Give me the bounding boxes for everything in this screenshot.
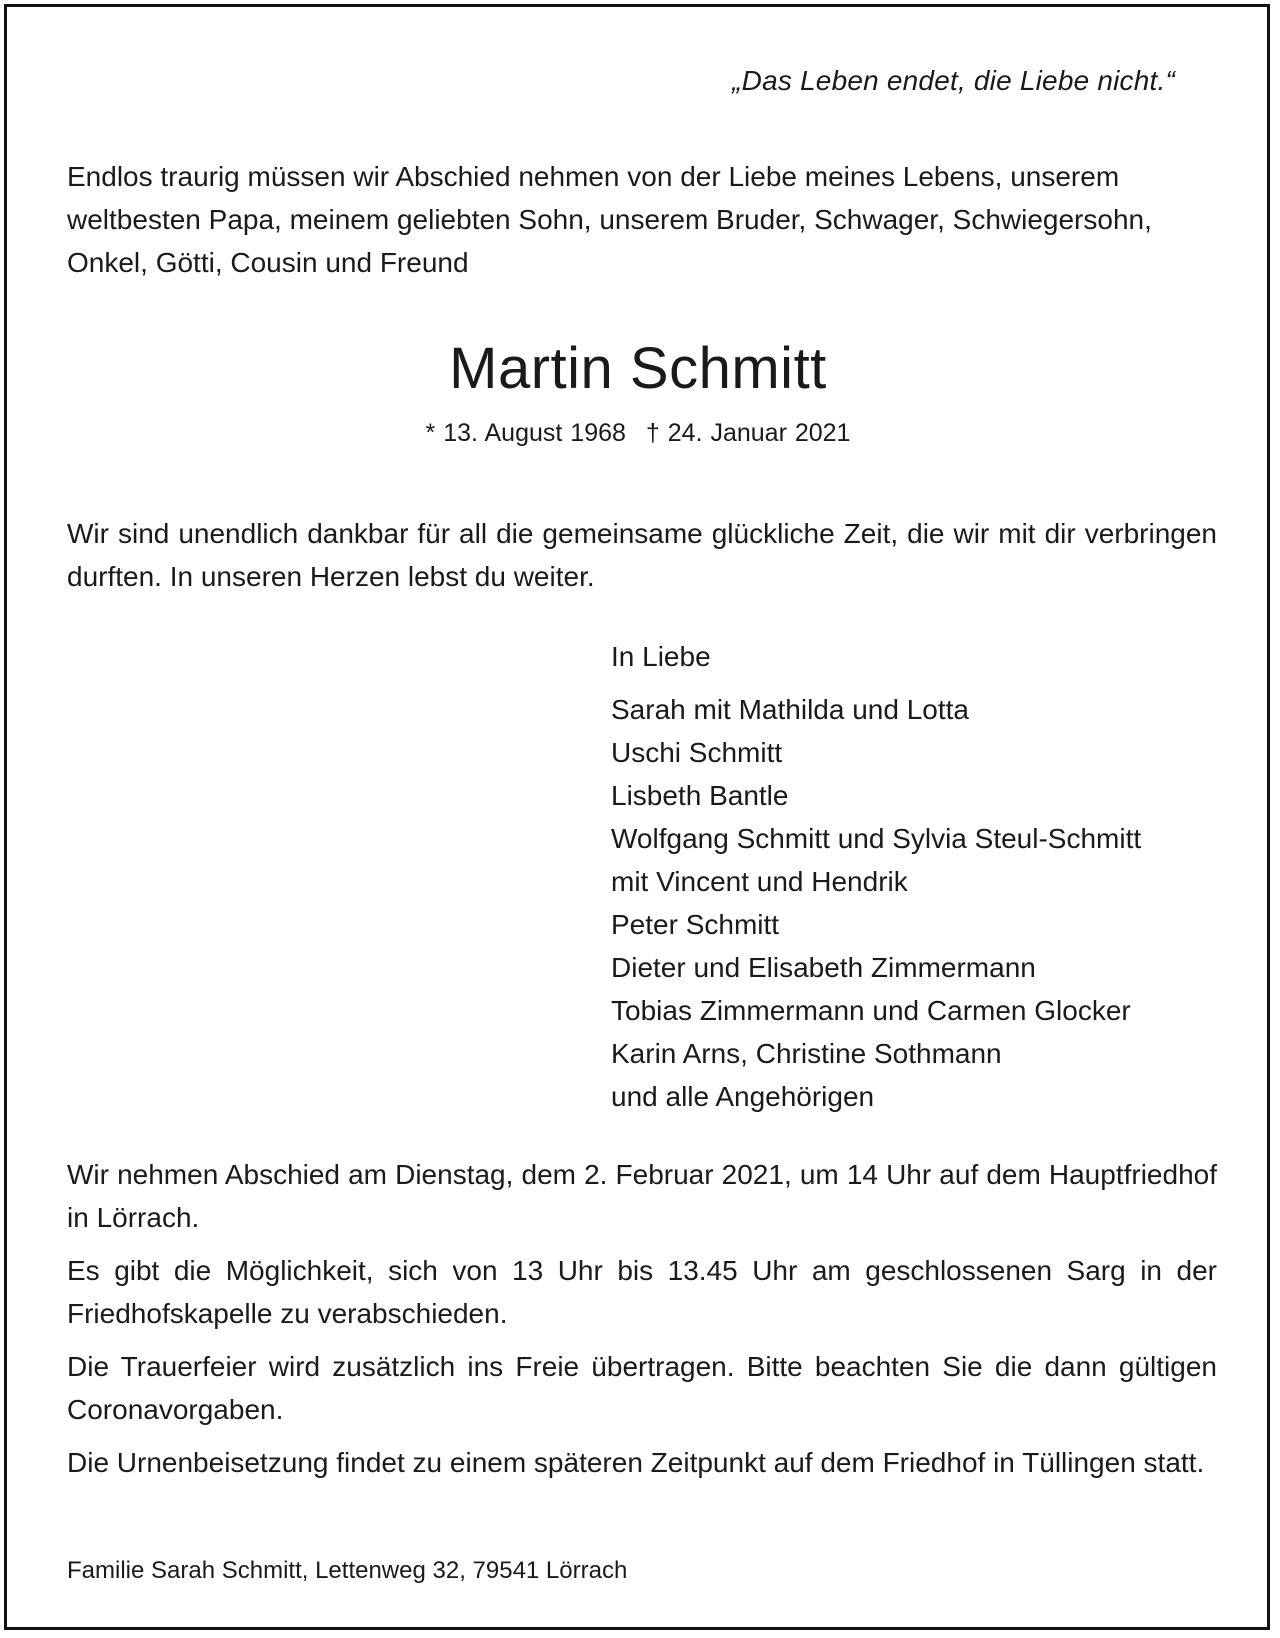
mourner-name: Uschi Schmitt <box>611 737 783 768</box>
mourner-name: Tobias Zimmermann und Carmen Glocker <box>611 995 1131 1026</box>
mourner-name: und alle Angehörigen <box>611 1081 875 1112</box>
gratitude-paragraph: Wir sind unendlich dankbar für all die gemeinsame glückliche Zeit, die wir mit dir verbringen durften. In unseren Herzen lebst du weiter. <box>67 518 1217 592</box>
motto-quote: „Das Leben endet, die Liebe nicht.“ <box>732 65 1175 96</box>
obituary-frame <box>4 4 1270 1630</box>
deceased-name: Martin Schmitt <box>449 336 827 401</box>
farewell-info: Wir nehmen Abschied am Dienstag, dem 2. Februar 2021, um 14 Uhr auf dem Hauptfriedhof in Lörrach. <box>67 1159 1217 1233</box>
birth-date: * 13. August 1968 <box>425 419 626 447</box>
intro-paragraph: Endlos traurig müssen wir Abschied nehmen von der Liebe meines Lebens, unserem weltbesten Papa, meinem geliebten Sohn, unserem Bruder, Schwager, Schwiegersohn, Onkel, Götti, Cousin und Freund <box>67 161 1152 278</box>
mourner-name: Peter Schmitt <box>611 909 780 940</box>
mourner-name: Sarah mit Mathilda und Lotta <box>611 694 969 725</box>
mourner-name: mit Vincent und Hendrik <box>611 866 908 897</box>
mourner-name: Karin Arns, Christine Sothmann <box>611 1038 1002 1069</box>
urn-burial-info: Die Urnenbeisetzung findet zu einem späteren Zeitpunkt auf dem Friedhof in Tüllingen statt. <box>67 1447 1205 1478</box>
ceremony-info: Die Trauerfeier wird zusätzlich ins Freie übertragen. Bitte beachten Sie die dann gültigen Coronavorgaben. <box>67 1351 1217 1425</box>
viewing-info: Es gibt die Möglichkeit, sich von 13 Uhr bis 13.45 Uhr am geschlossenen Sarg in der Friedhofskapelle zu verabschieden. <box>67 1255 1217 1329</box>
mourners-signature <box>611 635 1141 1118</box>
family-address: Familie Sarah Schmitt, Lettenweg 32, 79541 Lörrach <box>67 1557 628 1584</box>
funeral-details <box>67 1153 1217 1494</box>
mourner-name: Wolfgang Schmitt und Sylvia Steul-Schmitt <box>611 823 1142 854</box>
mourner-list <box>611 688 1141 1118</box>
mourner-name: Lisbeth Bantle <box>611 780 789 811</box>
life-dates <box>7 419 1269 448</box>
signature-heading: In Liebe <box>611 641 711 672</box>
mourner-name: Dieter und Elisabeth Zimmermann <box>611 952 1036 983</box>
death-date: † 24. Januar 2021 <box>645 419 851 447</box>
